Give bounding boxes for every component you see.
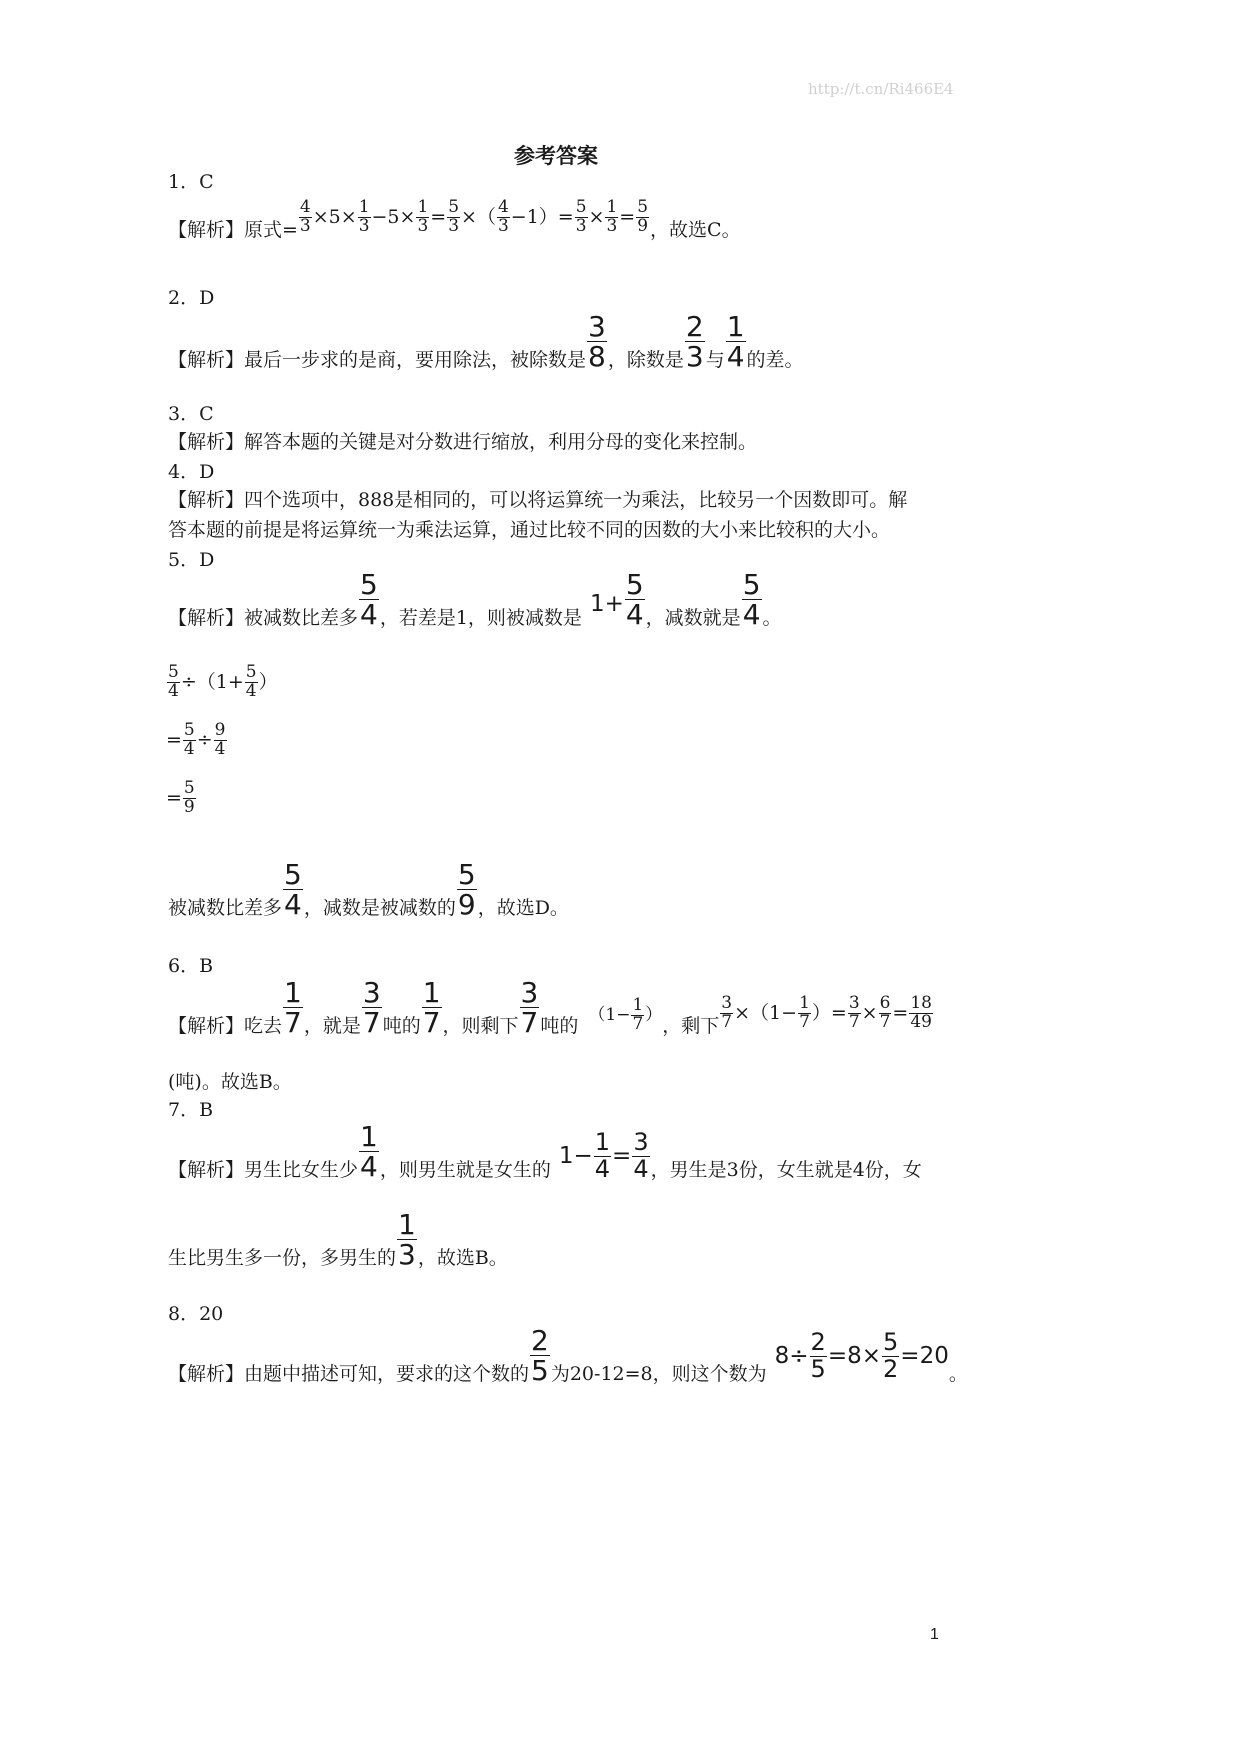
fraction xyxy=(594,1130,611,1181)
denominator: 5 xyxy=(810,1354,826,1383)
numerator: 3 xyxy=(633,1128,649,1157)
answer-7-text-1: 【解析】男生比女生少 xyxy=(168,1158,359,1181)
numerator: 5 xyxy=(448,196,460,217)
answer-2-heading: 2．D xyxy=(168,287,215,309)
numerator: 4 xyxy=(299,196,311,217)
answer-2-text-4: 的差。 xyxy=(746,348,804,371)
fraction xyxy=(530,1326,550,1386)
denominator: 7 xyxy=(422,1006,441,1040)
formula-operator: 8÷ xyxy=(774,1343,809,1370)
fraction xyxy=(625,570,645,630)
answer-7-heading: 7．B xyxy=(168,1099,214,1121)
denominator: 3 xyxy=(685,340,704,374)
formula-operator: = xyxy=(430,206,447,228)
answer-1-heading: 1．C xyxy=(168,171,214,193)
answer-5-one-plus: 1+ xyxy=(589,590,624,617)
formula-operator: ）= xyxy=(811,1002,847,1025)
denominator: 49 xyxy=(910,1011,932,1032)
formula-operator: 1− xyxy=(558,1143,593,1170)
formula-operator: =20 xyxy=(900,1343,949,1370)
answer-7-line-2 xyxy=(168,1210,508,1270)
fraction xyxy=(362,978,382,1038)
fraction xyxy=(798,995,811,1032)
formula-operator: = xyxy=(612,1143,632,1170)
fraction xyxy=(283,978,303,1038)
fraction xyxy=(605,196,618,236)
denominator: 7 xyxy=(632,1013,644,1034)
numerator: 5 xyxy=(183,720,195,740)
fraction xyxy=(631,997,644,1034)
denominator: 4 xyxy=(625,598,644,632)
denominator: 4 xyxy=(245,680,257,701)
formula-operator: = xyxy=(892,1002,909,1025)
numerator: 1 xyxy=(417,196,429,217)
fraction xyxy=(810,1330,827,1381)
denominator: 3 xyxy=(358,215,370,236)
watermark: http://t.cn/Ri466E4 xyxy=(808,80,954,98)
numerator: 3 xyxy=(721,993,733,1014)
fraction xyxy=(726,312,746,372)
answer-1-formula xyxy=(298,196,650,236)
answer-8-formula xyxy=(775,1330,949,1385)
fraction xyxy=(909,995,933,1032)
answer-6-paren-expression xyxy=(588,997,662,1038)
fraction xyxy=(685,312,705,372)
formula-operator: −1）= xyxy=(510,206,574,228)
numerator: 5 xyxy=(284,858,302,891)
numerator: 5 xyxy=(883,1328,899,1357)
fraction xyxy=(358,196,371,236)
fraction xyxy=(183,722,196,759)
fraction xyxy=(167,664,180,701)
denominator: 5 xyxy=(531,1354,549,1388)
numerator: 5 xyxy=(183,778,195,798)
answer-2-text-2: ，除数是 xyxy=(607,348,684,371)
denominator: 8 xyxy=(588,340,606,374)
denominator: 7 xyxy=(284,1006,302,1040)
denominator: 2 xyxy=(883,1354,899,1383)
numerator: 5 xyxy=(457,858,476,891)
denominator: 9 xyxy=(457,888,476,922)
answer-7-explanation xyxy=(168,1122,922,1182)
answer-2-text-1: 【解析】最后一步求的是商，要用除法，被除数是 xyxy=(168,348,587,371)
answer-5-calc-step-2 xyxy=(166,722,228,759)
fraction xyxy=(457,860,477,920)
fraction xyxy=(575,196,588,236)
denominator: 4 xyxy=(633,1154,649,1183)
formula-operator: −5× xyxy=(371,206,416,228)
fraction xyxy=(520,978,540,1038)
formula-operator: ÷（1+ xyxy=(180,671,244,694)
numerator: 1 xyxy=(799,993,810,1014)
fraction xyxy=(742,570,762,630)
numerator: 1 xyxy=(398,1208,416,1241)
denominator: 4 xyxy=(183,738,195,759)
answer-6-text-1: 【解析】吃去 xyxy=(168,1014,283,1037)
denominator: 3 xyxy=(575,215,587,236)
denominator: 3 xyxy=(606,215,618,236)
numerator: 6 xyxy=(879,993,891,1014)
numerator: 3 xyxy=(848,993,860,1014)
answer-6-line-2: (吨)。故选B。 xyxy=(168,1071,292,1093)
fraction xyxy=(359,1122,379,1182)
answer-6-heading: 6．B xyxy=(168,955,214,977)
answer-8-text-1: 【解析】由题中描述可知，要求的这个数的 xyxy=(168,1362,530,1385)
numerator: 5 xyxy=(575,196,587,217)
answer-8-text-3: 。 xyxy=(948,1362,968,1385)
numerator: 5 xyxy=(625,568,644,601)
numerator: 9 xyxy=(214,720,226,740)
answer-5-text-3: ，减数就是 xyxy=(645,606,741,629)
fraction xyxy=(283,860,303,920)
formula-operator: = xyxy=(619,206,636,228)
fraction xyxy=(879,995,892,1032)
numerator: 2 xyxy=(810,1328,826,1357)
formula-operator: = xyxy=(166,729,182,752)
numerator: 18 xyxy=(910,993,932,1014)
answer-5-calc-step-3 xyxy=(166,780,197,817)
fraction xyxy=(636,196,649,236)
answer-6-text-6: ，剩下 xyxy=(662,1014,720,1037)
answer-6-formula xyxy=(719,995,934,1038)
numerator: 4 xyxy=(497,196,509,217)
denominator: 3 xyxy=(417,215,429,236)
denominator: 7 xyxy=(520,1006,539,1040)
numerator: 5 xyxy=(637,196,649,217)
denominator: 9 xyxy=(183,796,195,817)
denominator: 3 xyxy=(299,215,311,236)
fraction xyxy=(245,664,258,701)
denominator: 7 xyxy=(848,1011,860,1032)
answer-8-explanation xyxy=(168,1326,968,1386)
formula-operator: ×（ xyxy=(461,206,496,228)
fraction xyxy=(422,978,442,1038)
answer-1-suffix: ，故选C。 xyxy=(650,219,741,241)
numerator: 3 xyxy=(520,976,539,1009)
answer-2-explanation xyxy=(168,312,804,372)
numerator: 5 xyxy=(245,662,257,682)
denominator: 4 xyxy=(284,888,302,922)
numerator: 1 xyxy=(594,1128,611,1157)
page-number: 1 xyxy=(930,1626,939,1643)
answer-5-conclusion-1: 被减数比差多 xyxy=(168,896,283,919)
answer-4-heading: 4．D xyxy=(168,461,215,483)
answer-5-conclusion xyxy=(168,860,569,920)
fraction xyxy=(183,780,196,817)
denominator: 4 xyxy=(360,1150,378,1184)
answer-7-equation xyxy=(559,1130,651,1181)
answer-5-conclusion-2: ，减数是被减数的 xyxy=(303,896,456,919)
answer-8-text-2: 为20-12=8，则这个数为 xyxy=(550,1362,767,1385)
answer-6-text-4: ，则剩下 xyxy=(442,1014,519,1037)
answer-2-text-3: 与 xyxy=(705,348,725,371)
answer-8-heading: 8．20 xyxy=(168,1303,224,1325)
answer-7-line-2-b: ，故选B。 xyxy=(417,1246,508,1269)
denominator: 4 xyxy=(594,1154,611,1183)
formula-operator: =8× xyxy=(827,1343,882,1370)
answer-4-line-2: 答本题的前提是将运算统一为乘法运算，通过比较不同的因数的大小来比较积的大小。 xyxy=(168,519,891,541)
fraction xyxy=(214,722,227,759)
denominator: 3 xyxy=(497,215,509,236)
formula-operator: ） xyxy=(258,671,278,694)
numerator: 1 xyxy=(422,976,441,1009)
formula-operator: × xyxy=(861,1002,878,1025)
answer-3-explanation: 【解析】解答本题的关键是对分数进行缩放，利用分母的变化来控制。 xyxy=(168,431,758,453)
numerator: 1 xyxy=(284,976,302,1009)
denominator: 7 xyxy=(362,1006,381,1040)
denominator: 7 xyxy=(721,1011,733,1032)
page-title: 参考答案 xyxy=(514,143,598,168)
fraction xyxy=(497,196,510,236)
answer-7-text-2: ，则男生就是女生的 xyxy=(379,1158,551,1181)
denominator: 4 xyxy=(360,598,378,632)
numerator: 3 xyxy=(588,310,606,343)
fraction xyxy=(632,1130,649,1181)
answer-5-text-1: 【解析】被减数比差多 xyxy=(168,606,359,629)
answer-6-explanation xyxy=(168,978,934,1038)
fraction xyxy=(359,570,379,630)
numerator: 3 xyxy=(362,976,381,1009)
fraction xyxy=(416,196,429,236)
denominator: 7 xyxy=(799,1011,810,1032)
formula-operator: （1− xyxy=(588,1005,631,1026)
numerator: 5 xyxy=(168,662,179,682)
answer-6-text-3: 吨的 xyxy=(382,1014,421,1037)
denominator: 4 xyxy=(742,598,761,632)
denominator: 9 xyxy=(637,215,649,236)
denominator: 4 xyxy=(214,738,226,759)
answer-4-line-1: 【解析】四个选项中，888是相同的，可以将运算统一为乘法，比较另一个因数即可。解 xyxy=(168,489,908,511)
answer-1-explanation xyxy=(168,192,741,242)
fraction xyxy=(882,1330,899,1381)
answer-5-calc-step-1 xyxy=(166,664,278,701)
formula-operator: ×5× xyxy=(312,206,357,228)
numerator: 1 xyxy=(360,1120,378,1153)
answer-5-text-2: ，若差是1，则被减数是 xyxy=(379,606,582,629)
answer-5-explanation xyxy=(168,570,782,630)
answer-5-conclusion-3: ，故选D。 xyxy=(477,896,569,919)
numerator: 1 xyxy=(358,196,370,217)
numerator: 5 xyxy=(742,568,761,601)
fraction xyxy=(447,196,460,236)
answer-7-text-3: ，男生是3份，女生就是4份，女 xyxy=(650,1158,922,1181)
denominator: 3 xyxy=(448,215,460,236)
fraction xyxy=(587,312,607,372)
numerator: 1 xyxy=(632,995,644,1016)
numerator: 2 xyxy=(531,1324,549,1357)
answer-5-heading: 5．D xyxy=(168,549,215,571)
answer-5-text-4: 。 xyxy=(762,606,782,629)
formula-operator: ÷ xyxy=(196,729,213,752)
numerator: 1 xyxy=(606,196,618,217)
answer-7-line-2-a: 生比男生多一份，多男生的 xyxy=(168,1246,397,1269)
numerator: 5 xyxy=(360,568,378,601)
fraction xyxy=(720,995,733,1032)
numerator: 2 xyxy=(685,310,704,343)
fraction xyxy=(397,1210,417,1270)
numerator: 1 xyxy=(726,310,745,343)
formula-operator: × xyxy=(588,206,605,228)
fraction xyxy=(299,196,312,236)
denominator: 3 xyxy=(398,1238,416,1272)
answer-6-text-5: 吨的 xyxy=(540,1014,579,1037)
formula-operator: = xyxy=(166,787,182,810)
answer-1-prefix: 【解析】原式= xyxy=(168,219,298,241)
formula-operator: ×（1− xyxy=(734,1002,798,1025)
denominator: 4 xyxy=(726,340,745,374)
denominator: 7 xyxy=(879,1011,891,1032)
answer-6-text-2: ，就是 xyxy=(303,1014,361,1037)
answer-3-heading: 3．C xyxy=(168,403,214,425)
denominator: 4 xyxy=(168,680,179,701)
fraction xyxy=(848,995,861,1032)
formula-operator: ） xyxy=(645,1005,663,1026)
